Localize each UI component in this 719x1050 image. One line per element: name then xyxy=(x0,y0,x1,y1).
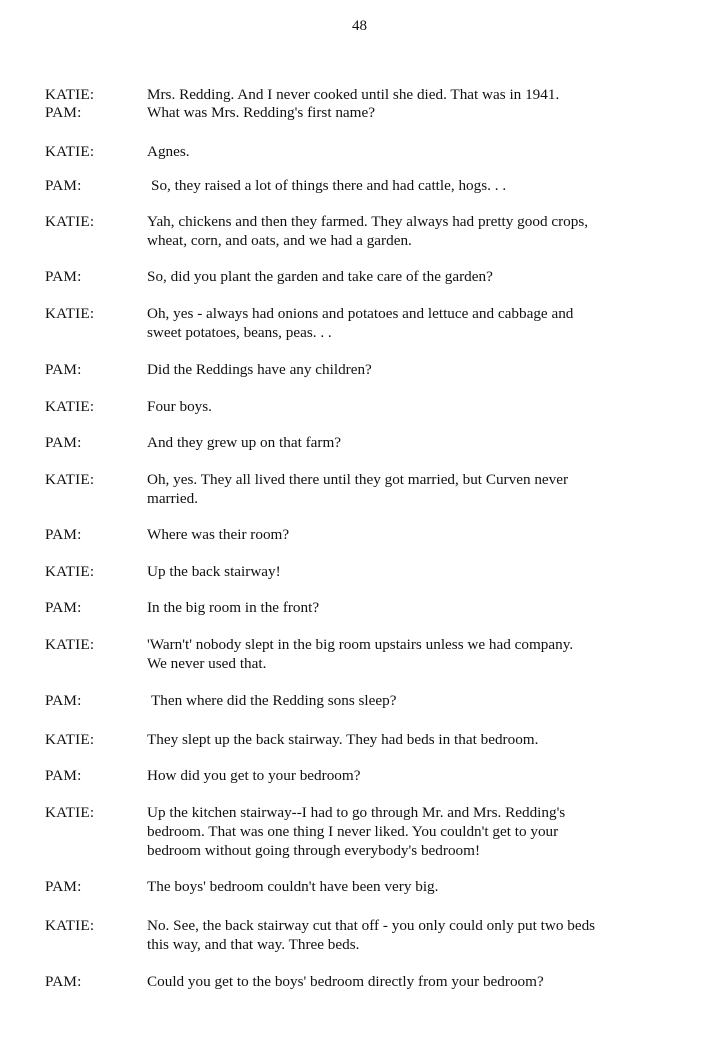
speech-line: The boys' bedroom couldn't have been very big. xyxy=(147,878,439,895)
speaker-label: PAM: xyxy=(45,434,82,451)
speech-line: What was Mrs. Redding's first name? xyxy=(147,104,375,121)
speech-line: So, did you plant the garden and take care of the garden? xyxy=(147,268,493,285)
speaker-label: KATIE: xyxy=(45,471,95,488)
speech-line: Could you get to the boys' bedroom directly from your bedroom? xyxy=(147,973,544,990)
speech-line: Where was their room? xyxy=(147,526,290,543)
speech-line: Did the Reddings have any children? xyxy=(147,361,372,378)
speaker-label: KATIE: xyxy=(45,305,95,322)
speech-line: They slept up the back stairway. They had beds in that bedroom. xyxy=(147,731,539,748)
speech-line: In the big room in the front? xyxy=(147,599,320,616)
speaker-label: KATIE: xyxy=(45,86,95,103)
speech-line: sweet potatoes, beans, peas. . . xyxy=(147,324,332,341)
speaker-label: PAM: xyxy=(45,878,82,895)
speaker-label: KATIE: xyxy=(45,804,95,821)
speech-line: So, they raised a lot of things there and had cattle, hogs. . . xyxy=(151,177,507,194)
speech-line: Mrs. Redding. And I never cooked until she died. That was in 1941. xyxy=(147,86,560,103)
speech-line: Oh, yes. They all lived there until they got married, but Curven never xyxy=(147,471,569,488)
speech-line: We never used that. xyxy=(147,655,267,672)
speaker-label: KATIE: xyxy=(45,143,95,160)
speaker-label: PAM: xyxy=(45,526,82,543)
speech-line: wheat, corn, and oats, and we had a garden. xyxy=(147,232,412,249)
speech-line: No. See, the back stairway cut that off - you only could only put two beds xyxy=(147,917,596,934)
speaker-label: PAM: xyxy=(45,268,82,285)
speech-line: bedroom without going through everybody's bedroom! xyxy=(147,842,481,859)
speaker-label: PAM: xyxy=(45,973,82,990)
speaker-label: KATIE: xyxy=(45,398,95,415)
speaker-label: PAM: xyxy=(45,599,82,616)
speaker-label: KATIE: xyxy=(45,917,95,934)
page-number: 48 xyxy=(352,18,367,34)
speaker-label: PAM: xyxy=(45,104,82,121)
speaker-label: KATIE: xyxy=(45,636,95,653)
speech-line: Agnes. xyxy=(147,143,190,160)
speaker-label: KATIE: xyxy=(45,731,95,748)
speech-line: Four boys. xyxy=(147,398,212,415)
speaker-label: PAM: xyxy=(45,767,82,784)
speech-line: married. xyxy=(147,490,199,507)
speech-line: 'Warn't' nobody slept in the big room upstairs unless we had company. xyxy=(147,636,574,653)
speech-line: Yah, chickens and then they farmed. They always had pretty good crops, xyxy=(147,213,589,230)
speech-line: bedroom. That was one thing I never liked. You couldn't get to your xyxy=(147,823,559,840)
speaker-label: PAM: xyxy=(45,361,82,378)
speech-line: Then where did the Redding sons sleep? xyxy=(151,692,397,709)
speech-line: this way, and that way. Three beds. xyxy=(147,936,360,953)
speech-line: Oh, yes - always had onions and potatoes and lettuce and cabbage and xyxy=(147,305,574,322)
speech-line: And they grew up on that farm? xyxy=(147,434,342,451)
speech-line: Up the back stairway! xyxy=(147,563,281,580)
speech-line: Up the kitchen stairway--I had to go through Mr. and Mrs. Redding's xyxy=(147,804,566,821)
speaker-label: PAM: xyxy=(45,692,82,709)
speech-line: How did you get to your bedroom? xyxy=(147,767,361,784)
speaker-label: PAM: xyxy=(45,177,82,194)
speaker-label: KATIE: xyxy=(45,563,95,580)
speaker-label: KATIE: xyxy=(45,213,95,230)
